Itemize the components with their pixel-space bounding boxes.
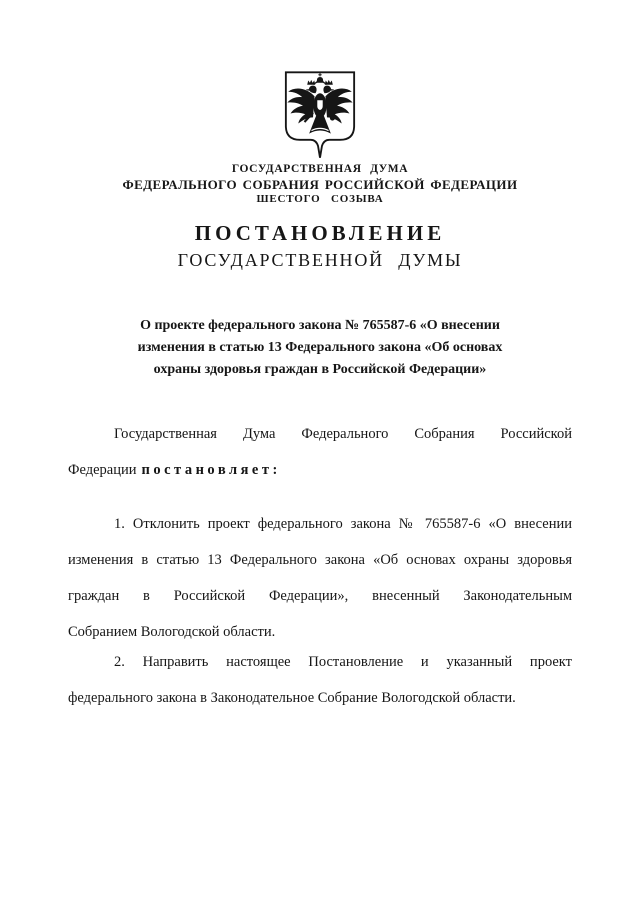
org-name-line1: ГОСУДАРСТВЕННАЯ ДУМА — [231, 163, 409, 175]
org-name-line2: ФЕДЕРАЛЬНОГО СОБРАНИЯ РОССИЙСКОЙ ФЕДЕРАЦИИ — [122, 177, 518, 192]
document-org-heading: ГОСУДАРСТВЕННОЙ ДУМЫ — [177, 250, 463, 270]
document-title-line: охраны здоровья граждан в Российской Федерации» — [153, 362, 487, 377]
document-title — [68, 315, 572, 381]
resolution-item-2-line: 2. Направить настоящее Постановление и указанный проект — [114, 654, 572, 670]
preamble-paragraph — [68, 416, 572, 488]
resolution-item-1-line: изменения в статью 13 Федерального закона «Об основах охраны здоровья — [68, 552, 572, 568]
resolves-keyword: постановляет: — [141, 462, 281, 478]
resolution-item-1 — [68, 506, 572, 650]
resolution-item-2 — [68, 644, 572, 716]
convocation-line: ШЕСТОГО СОЗЫВА — [256, 193, 384, 205]
document-type-heading: ПОСТАНОВЛЕНИЕ — [194, 221, 446, 245]
resolution-item-1-line: граждан в Российской Федерации», внесенный Законодательным — [68, 588, 572, 604]
coat-of-arms-icon — [281, 70, 359, 165]
resolution-item-1-line: Собранием Вологодской области. — [68, 624, 276, 640]
preamble-line: Государственная Дума Федерального Собрания Российской — [114, 426, 572, 442]
document-title-line: О проекте федерального закона № 765587-6 «О внесении — [140, 318, 500, 333]
resolution-item-2-line: федерального закона в Законодательное Собрание Вологодской области. — [68, 690, 516, 706]
preamble-prefix: Федерации — [68, 462, 137, 478]
resolution-item-1-line: 1. Отклонить проект федерального закона № 765587-6 «О внесении — [114, 516, 572, 532]
document-title-line: изменения в статью 13 Федерального закона «Об основах — [137, 340, 503, 355]
preamble-line — [68, 452, 572, 488]
